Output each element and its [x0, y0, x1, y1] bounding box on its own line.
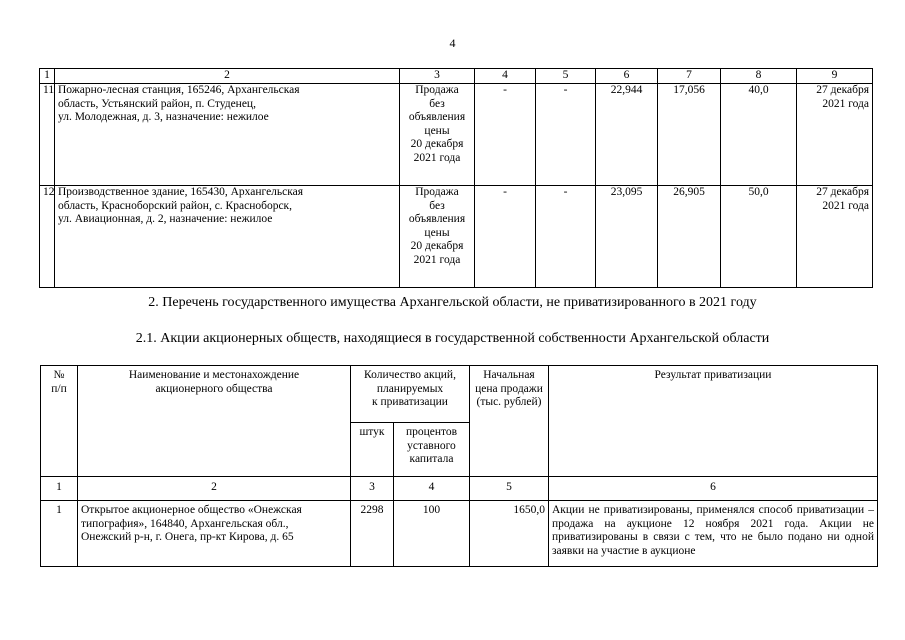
table-row	[41, 501, 878, 567]
text-line: 2021 года	[413, 253, 461, 266]
cell-value: -	[475, 186, 536, 288]
cell-value: 17,056	[658, 84, 721, 186]
text-line: 20 декабря	[410, 138, 464, 150]
cell-value: 50,0	[721, 186, 797, 288]
text-line: 2021 года	[822, 97, 869, 110]
col-number: 4	[394, 477, 470, 501]
col-header: 5	[536, 69, 596, 84]
row-number: 12	[40, 186, 55, 288]
text-line: Продажа	[415, 186, 459, 198]
text-line: ул. Молодежная, д. 3, назначение: нежилое	[58, 111, 269, 123]
col-header-percent	[394, 423, 470, 477]
col-header: 2	[55, 69, 400, 84]
col-number: 5	[470, 477, 549, 501]
text-line: 27 декабря	[816, 186, 869, 198]
row-number: 1	[41, 501, 78, 567]
text-line: 2021 года	[822, 199, 869, 212]
col-header-price	[470, 366, 549, 477]
cell-value: 26,905	[658, 186, 721, 288]
text-line: п/п	[51, 382, 67, 395]
cell-value: -	[536, 186, 596, 288]
deal-date	[797, 186, 873, 288]
cell-value: 23,095	[596, 186, 658, 288]
col-header-result: Результат приватизации	[549, 366, 878, 477]
text-line: объявления	[408, 111, 466, 123]
text-line: типография», 164840, Архангельская обл.,	[81, 517, 289, 530]
text-line: цены	[424, 124, 450, 137]
properties-table	[39, 68, 873, 288]
table-header-row	[41, 366, 878, 423]
col-header: 3	[400, 69, 475, 84]
table-row	[40, 186, 873, 288]
privatization-result: Акции не приватизированы, применялся способ приватизации – продажа на аукционе 12 ноября 2021 года. Акции не приватизированы в связи с тем, что не было подано ни одной заявки на участие в аукционе	[549, 501, 878, 567]
col-header: 6	[596, 69, 658, 84]
property-name	[55, 186, 400, 288]
col-number: 6	[549, 477, 878, 501]
text-line: Онежский р-н, г. Онега, пр-кт Кирова, д. 65	[81, 531, 294, 543]
text-line: Производственное здание, 165430, Архангельская	[58, 186, 304, 198]
text-line: 27 декабря	[816, 84, 869, 96]
col-header: 9	[797, 69, 873, 84]
text-line: №	[53, 369, 65, 381]
text-line: планируемых	[376, 382, 444, 395]
page-number: 4	[449, 36, 456, 50]
text-line: уставного	[407, 439, 456, 452]
shares-pieces: 2298	[351, 501, 394, 567]
text-line: объявления	[408, 213, 466, 225]
col-header-no	[41, 366, 78, 477]
text-line: акционерного общества	[155, 382, 273, 395]
cell-value: 22,944	[596, 84, 658, 186]
sale-method	[400, 84, 475, 186]
text-line: Пожарно-лесная станция, 165246, Архангельская	[58, 84, 300, 96]
col-number: 3	[351, 477, 394, 501]
text-line: Количество акций,	[364, 369, 456, 381]
col-header: 4	[475, 69, 536, 84]
col-header: 7	[658, 69, 721, 84]
col-header: 8	[721, 69, 797, 84]
col-header: 1	[40, 69, 55, 84]
text-line: Продажа	[415, 84, 459, 96]
shares-table	[40, 365, 878, 567]
property-name	[55, 84, 400, 186]
col-header-pieces: штук	[351, 423, 394, 477]
cell-value: -	[536, 84, 596, 186]
text-line: цены	[424, 226, 450, 239]
text-line: ул. Авиационная, д. 2, назначение: нежилое	[58, 213, 273, 225]
cell-value: 40,0	[721, 84, 797, 186]
shares-percent: 100	[394, 501, 470, 567]
text-line: область, Устьянский район, п. Студенец,	[58, 97, 256, 110]
table-header-row	[40, 69, 873, 84]
text-line: Начальная	[483, 369, 535, 381]
column-numbers-row	[41, 477, 878, 501]
text-line: 20 декабря	[410, 240, 464, 252]
cell-value: -	[475, 84, 536, 186]
text-line: процентов	[405, 426, 458, 438]
col-header-quantity	[351, 366, 470, 423]
deal-date	[797, 84, 873, 186]
section-heading: 2. Перечень государственного имущества Архангельской области, не приватизированного в 2021 году	[148, 295, 757, 310]
text-line: капитала	[409, 453, 454, 465]
initial-price: 1650,0	[470, 501, 549, 567]
col-number: 2	[78, 477, 351, 501]
text-line: область, Красноборский район, с. Красноборск,	[58, 199, 293, 212]
table-row	[40, 84, 873, 186]
company-name	[78, 501, 351, 567]
col-header-name	[78, 366, 351, 477]
text-line: (тыс. рублей)	[476, 396, 542, 408]
text-line: цена продажи	[475, 382, 543, 395]
text-line: без	[429, 97, 445, 110]
text-line: к приватизации	[372, 396, 448, 408]
text-line: 2021 года	[413, 151, 461, 164]
col-number: 1	[41, 477, 78, 501]
text-line: Наименование и местонахождение	[128, 369, 300, 381]
sale-method	[400, 186, 475, 288]
row-number: 11	[40, 84, 55, 186]
subsection-heading: 2.1. Акции акционерных обществ, находящиеся в государственной собственности Архангельской области	[135, 331, 770, 346]
text-line: Открытое акционерное общество «Онежская	[81, 504, 302, 516]
text-line: без	[429, 199, 445, 212]
